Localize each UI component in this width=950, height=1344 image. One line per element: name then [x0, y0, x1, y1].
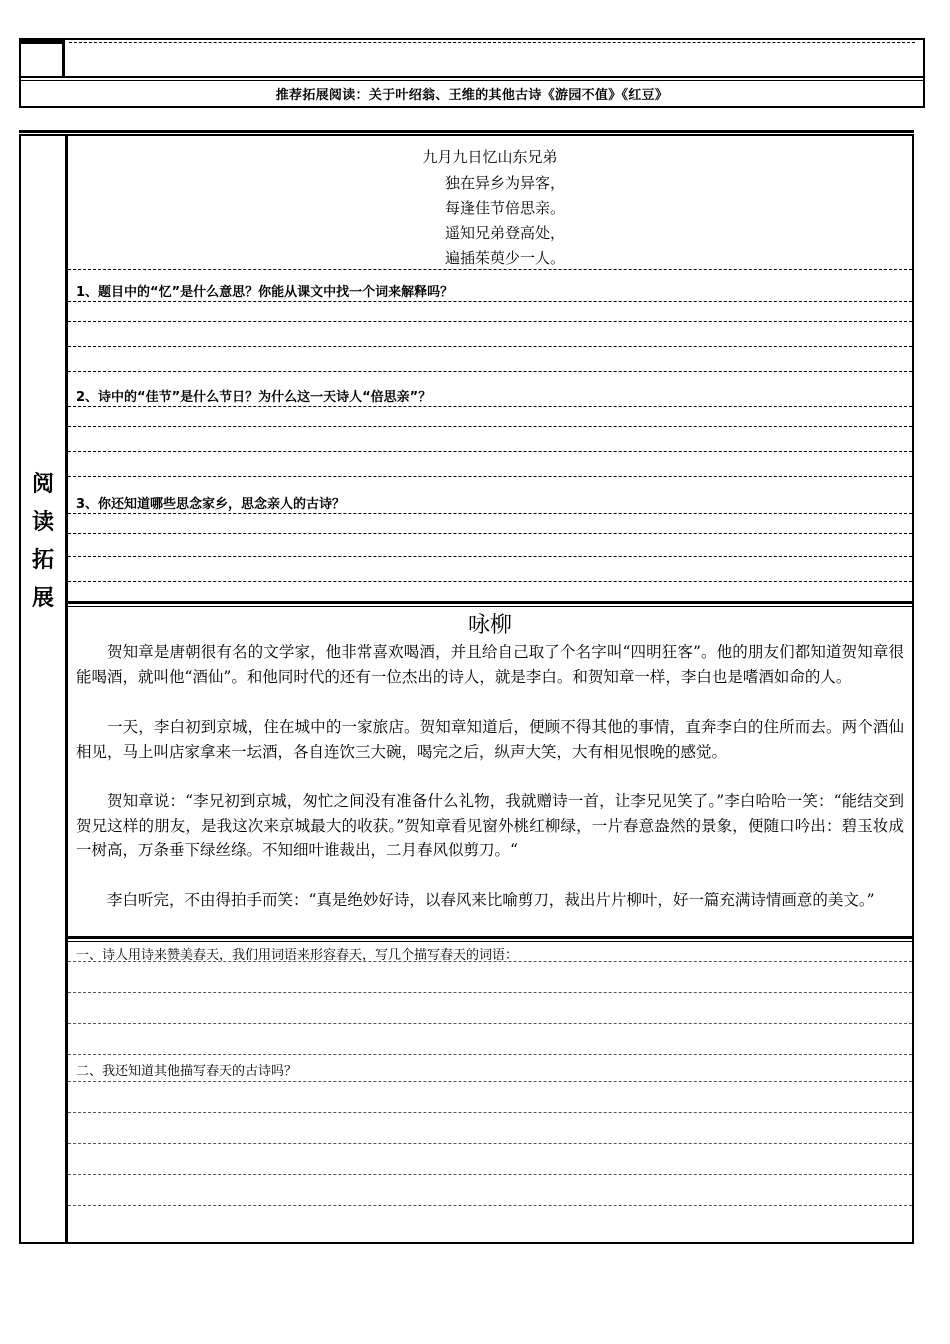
side-char: 拓 — [31, 548, 54, 573]
header-divider — [21, 76, 923, 78]
header-divider-thin — [21, 80, 923, 81]
poem-title: 九月九日忆山东兄弟 — [422, 148, 558, 166]
story-paragraph: 李白听完，不由得拍手而笑：“真是绝妙好诗，以春风来比喻剪刀，裁出片片柳叶，好一篇充满诗情画意的美文。” — [107, 891, 875, 909]
answer-line — [68, 346, 912, 347]
answer-line — [68, 581, 912, 582]
side-column — [21, 136, 68, 1242]
header-box — [19, 38, 925, 108]
answer-line — [68, 1205, 912, 1206]
header-dash-line — [69, 42, 915, 43]
poem-line: 独在异乡为异客， — [444, 174, 565, 192]
answer-line — [68, 1174, 912, 1175]
story-paragraph: 一天，李白初到京城，住在城中的一家旅店。贺知章知道后，便顾不得其他的事情，直奔李白的住所而去。两个酒仙相见，马上叫店家拿来一坛酒，各自连饮三大碗，喝完之后，纵声大笑，大有相见恨晚的感觉。 — [76, 718, 904, 761]
content-area — [68, 136, 912, 1242]
poem-line: 遥知兄弟登高处， — [444, 224, 565, 242]
story-paragraph: 贺知章是唐朝很有名的文学家，他非常喜欢喝酒，并且给自己取了个名字叫“四明狂客”。他的朋友们都知道贺知章很能喝酒，就叫他“酒仙”。和他同时代的还有一位杰出的诗人，就是李白。和贺知章一样，李白也是嗜酒如命的人。 — [76, 643, 904, 686]
section-divider — [68, 936, 912, 939]
story-paragraph: 贺知章说：“李兄初到京城，匆忙之间没有准备什么礼物，我就赠诗一首，让李兄见笑了。”李白哈哈一笑：“能结交到贺兄这样的朋友，是我这次来京城最大的收获。”贺知章看见窗外桃红柳绿，一片春意盎然的景象，便随口吟出：碧玉妆成一树高，万条垂下绿丝绦。不知细叶谁裁出，二月春风似剪刀。“ — [76, 792, 904, 859]
answer-line — [68, 1023, 912, 1024]
story-title: 咏柳 — [467, 613, 512, 638]
header-corner — [21, 40, 65, 76]
answer-line — [68, 533, 912, 534]
question-3: 3、你还知道哪些思念家乡，思念亲人的古诗？ — [76, 497, 346, 512]
side-label — [21, 466, 65, 618]
reading-extension-box — [19, 134, 914, 1244]
answer-line — [68, 556, 912, 557]
poem-line: 遍插茱萸少一人。 — [444, 249, 565, 267]
poem-line: 每逢佳节倍思亲。 — [444, 199, 565, 217]
answer-line — [68, 451, 912, 452]
answer-line — [68, 406, 912, 407]
answer-line — [68, 1112, 912, 1113]
exercise-1: 一、诗人用诗来赞美春天，我们用词语来形容春天，写几个描写春天的词语： — [76, 948, 519, 963]
answer-line — [68, 301, 912, 302]
answer-line — [68, 513, 912, 514]
section-divider-thin — [68, 606, 912, 607]
section-divider-thin — [68, 941, 912, 942]
question-2: 2、诗中的“佳节”是什么节日？为什么这一天诗人“倍思亲”？ — [76, 390, 432, 405]
answer-line — [68, 476, 912, 477]
answer-line — [68, 1081, 912, 1082]
answer-line — [68, 371, 912, 372]
answer-line — [68, 269, 912, 270]
answer-line — [68, 426, 912, 427]
section-divider — [68, 601, 912, 604]
exercise-2: 二、我还知道其他描写春天的古诗吗？ — [76, 1064, 298, 1079]
side-char: 展 — [31, 586, 54, 611]
recommend-reading: 推荐拓展阅读：关于叶绍翁、王维的其他古诗《游园不值》《红豆》 — [275, 88, 669, 103]
answer-line — [68, 1143, 912, 1144]
answer-line — [68, 992, 912, 993]
side-char: 阅 — [31, 472, 54, 497]
answer-line — [68, 1054, 912, 1055]
side-char: 读 — [31, 510, 54, 535]
main-box-top-border — [19, 130, 914, 133]
answer-line — [68, 961, 912, 962]
question-1: 1、题目中的“忆”是什么意思？你能从课文中找一个词来解释吗？ — [76, 285, 454, 300]
answer-line — [68, 321, 912, 322]
